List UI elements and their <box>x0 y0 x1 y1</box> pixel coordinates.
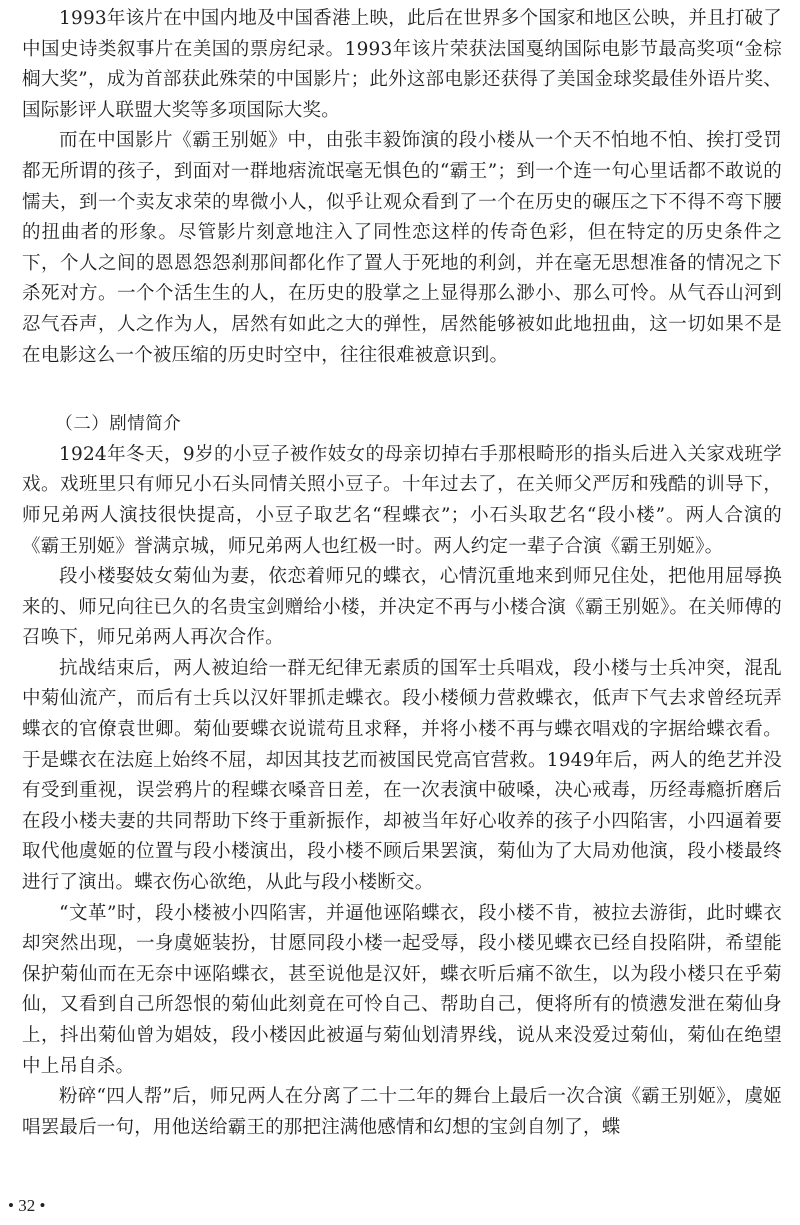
plot-paragraph-marriage: 段小楼娶妓女菊仙为妻，依恋着师兄的蝶衣，心情沉重地来到师兄住处，把他用屈辱换来的、师兄向往已久的名贵宝剑赠给小楼，并决定不再与小楼合演《霸王别姬》。在关师傅的召唤下，师兄弟两人再次合作。 <box>22 566 782 649</box>
plot-paragraph-postwar: 抗战结束后，两人被迫给一群无纪律无素质的国军士兵唱戏，段小楼与士兵冲突，混乱中菊仙流产，而后有士兵以汉奸罪抓走蝶衣。段小楼倾力营救蝶衣，低声下气去求曾经玩弄蝶衣的官僚袁世卿。菊仙要蝶衣说谎苟且求释，并将小楼不再与蝶衣唱戏的字据给蝶衣看。于是蝶衣在法庭上始终不屈，却因其技艺而被国民党高官营救。1949年后，两人的绝艺并没有受到重视，误尝鸦片的程蝶衣嗓音日差，在一次表演中破嗓，决心戒毒，历经毒瘾折磨后在段小楼夫妻的共同帮助下终于重新振作，却被当年好心收养的孩子小四陷害，小四逼着要取代他虞姬的位置与段小楼演出，段小楼不顾后果罢演，菊仙为了大局劝他演，段小楼最终进行了演出。蝶衣伤心欲绝，从此与段小楼断交。 <box>22 657 782 894</box>
plot-paragraph-cultural-revolution: “文革”时，段小楼被小四陷害，并逼他诬陷蝶衣，段小楼不肯，被拉去游街，此时蝶衣却突然出现，一身虞姬装扮，甘愿同段小楼一起受辱，段小楼见蝶衣已经自投陷阱，希望能保护菊仙而在无奈中诬陷蝶衣，甚至说他是汉奸，蝶衣听后痛不欲生，以为段小楼只在乎菊仙，又看到自己所怨恨的菊仙此刻竟在可怜自己、帮助自己，便将所有的愤懑发泄在菊仙身上，抖出菊仙曾为娼妓，段小楼因此被逼与菊仙划清界线，说从来没爱过菊仙，菊仙在绝望中上吊自杀。 <box>22 902 782 1077</box>
document-page <box>22 0 782 1225</box>
plot-paragraph-finale: 粉碎“四人帮”后，师兄两人在分离了二十二年的舞台上最后一次合演《霸王别姬》，虞姬唱罢最后一句，用他送给霸王的那把注满他感情和幻想的宝剑自刎了，蝶 <box>22 1086 782 1138</box>
plot-paragraph-1924: 1924年冬天，9岁的小豆子被作妓女的母亲切掉右手那根畸形的指头后进入关家戏班学戏。戏班里只有师兄小石头同情关照小豆子。十年过去了，在关师父严厉和残酷的训导下，师兄弟两人演技很快提高，小豆子取艺名“程蝶衣”；小石头取艺名“段小楼”。两人合演的《霸王别姬》誉满京城，师兄弟两人也红极一时。两人约定一辈子合演《霸王别姬》。 <box>22 443 782 557</box>
intro-paragraph-analysis: 而在中国影片《霸王别姬》中，由张丰毅饰演的段小楼从一个天不怕地不怕、挨打受罚都无所谓的孩子，到面对一群地痞流氓毫无惧色的“霸王”；到一个连一句心里话都不敢说的懦夫，到一个卖友求荣的卑微小人，似乎让观众看到了一个在历史的碾压之下不得不弯下腰的扭曲者的形象。尽管影片刻意地注入了同性恋这样的传奇色彩，但在特定的历史条件之下，个人之间的恩恩怨怨刹那间都化作了置人于死地的利剑，并在毫无思想准备的情况之下杀死对方。一个个活生生的人，在历史的股掌之上显得那么渺小、那么可怜。从气吞山河到忍气吞声，人之作为人，居然有如此之大的弹性，居然能够被如此地扭曲，这一切如果不是在电影这么一个被压缩的历史时空中，往往很难被意识到。 <box>22 130 782 366</box>
section-heading-plot-summary: （二）剧情简介 <box>55 414 182 435</box>
intro-paragraph-awards: 1993年该片在中国内地及中国香港上映，此后在世界多个国家和地区公映，并且打破了中国史诗类叙事片在美国的票房纪录。1993年该片荣获法国戛纳国际电影节最高奖项“金棕榈大奖”，成为首部获此殊荣的中国影片；此外这部电影还获得了美国金球奖最佳外语片奖、国际影评人联盟大奖等多项国际大奖。 <box>22 8 782 121</box>
page-number: • 32 • <box>8 1196 46 1215</box>
